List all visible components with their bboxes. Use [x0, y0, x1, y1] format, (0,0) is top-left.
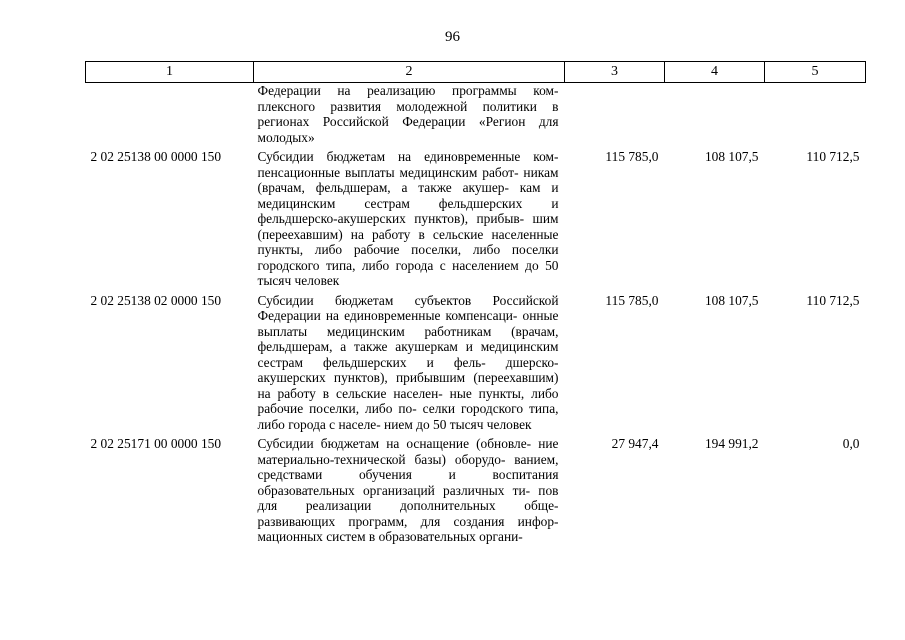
table-row — [86, 293, 866, 437]
row-value-col3: 27 947,4 — [611, 436, 659, 451]
row-value-col4: 108 107,5 — [704, 149, 759, 164]
row-description: Субсидии бюджетам на оснащение (обновле- ние материально-технической базы) оборудо- ванием, средствами обучения и воспитания образовательных организаций различных ти- пов для реализации дополнительных обще- развивающих программ, для создания инфор- мационных систем в образовательных органи- — [257, 436, 559, 544]
table-body — [86, 83, 866, 549]
table-header — [86, 62, 866, 83]
row-value-col4: 194 991,2 — [704, 436, 759, 451]
header-col-5: 5 — [765, 62, 866, 83]
row-value-col3: 115 785,0 — [605, 292, 659, 308]
table-row — [86, 149, 866, 293]
row-value-col5 — [765, 83, 866, 150]
row-value-col4: 108 107,5 — [704, 292, 759, 308]
row-code: 2 02 25138 00 0000 150 — [90, 149, 222, 164]
budget-table — [85, 61, 866, 549]
row-value-col3: 115 785,0 — [605, 149, 659, 164]
header-row — [86, 62, 866, 83]
row-description: Субсидии бюджетам на единовременные ком- пенсационные выплаты медицинским работ- никам (врачам, фельдшерам, а также акушер- кам и медицинским сестрам фельдшерских и фельдшерско-акушерских пунктов), прибыв- шим (переехавшим) на работу в сельские населенные пункты, либо рабочие поселки, либо поселки городского типа, либо города с населением до 50 тысяч человек — [257, 149, 559, 288]
row-code: 2 02 25138 02 0000 150 — [90, 292, 222, 308]
row-value-col5: 0,0 — [842, 436, 860, 451]
row-value-col5: 110 712,5 — [806, 149, 860, 164]
table-row — [86, 83, 866, 150]
row-value-col4 — [665, 83, 765, 150]
table-row — [86, 436, 866, 549]
header-col-2: 2 — [254, 62, 565, 83]
row-value-col3 — [565, 83, 665, 150]
row-description: Субсидии бюджетам субъектов Российской Федерации на единовременные компенсаци- онные выплаты медицинским работникам (врачам, фельдшерам, а также акушеркам и медицинским сестрам фельдшерских и фель- дшерско-акушерских пунктов), прибывшим (переехавшим) на работу в сельские населен- ные пункты, либо рабочие поселки, либо по- селки городского типа, либо города с населе- нием до 50 тысяч человек — [257, 292, 559, 432]
row-code — [86, 83, 254, 150]
row-code: 2 02 25171 00 0000 150 — [90, 436, 222, 451]
header-col-3: 3 — [565, 62, 665, 83]
header-col-1: 1 — [86, 62, 254, 83]
header-col-4: 4 — [665, 62, 765, 83]
page-number: 96 — [445, 29, 460, 45]
row-value-col5: 110 712,5 — [806, 292, 860, 308]
row-description: Федерации на реализацию программы ком- плексного развития молодежной политики в регионах Российской Федерации «Регион для молодых» — [257, 83, 559, 145]
